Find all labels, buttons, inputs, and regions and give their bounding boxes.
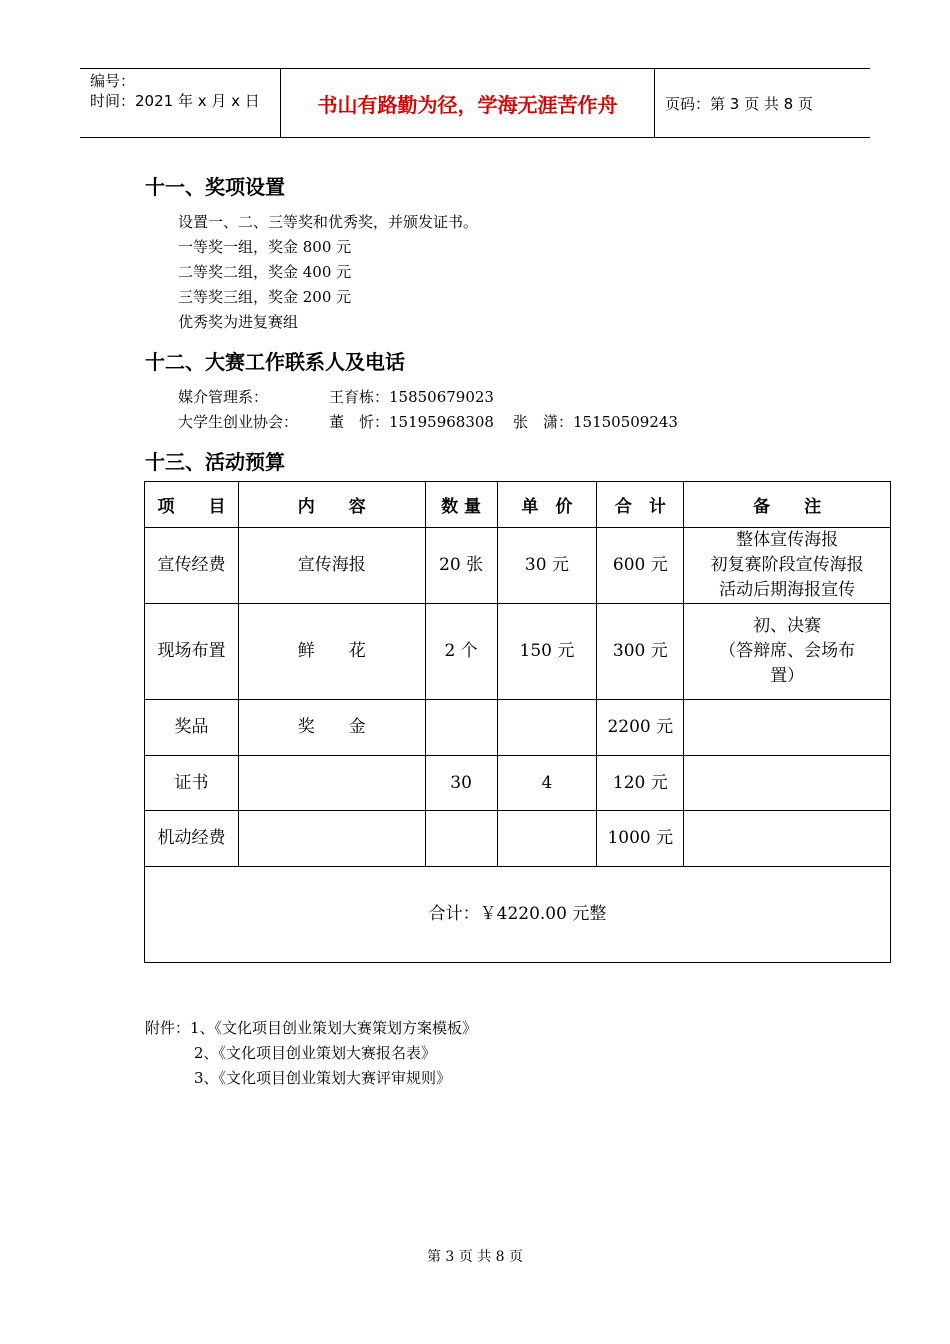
cell-note — [684, 604, 891, 700]
cell-price: 150 元 — [497, 604, 597, 700]
table-header-row — [145, 482, 891, 528]
table-row — [145, 700, 891, 756]
column-header: 数 量 — [425, 482, 497, 528]
note-line: 初复赛阶段宣传海报 — [710, 555, 864, 575]
column-header: 备 注 — [684, 482, 891, 528]
cell-total: 300 元 — [597, 604, 684, 700]
contact-org: 大学生创业协会： — [178, 413, 299, 431]
contact-person: 董 忻：15195968308 — [329, 413, 494, 431]
contact-org: 媒介管理系： — [178, 388, 269, 406]
table-row — [145, 756, 891, 811]
cell-total: 120 元 — [597, 756, 684, 811]
cell-content: 鲜 花 — [238, 604, 425, 700]
attachment-line: 附件：1、《文化项目创业策划大赛策划方案模板》 — [145, 1019, 478, 1037]
page-footer: 第 3 页 共 8 页 — [426, 1249, 524, 1265]
cell-price: 30 元 — [497, 528, 597, 604]
section-title-contacts: 十二、大赛工作联系人及电话 — [145, 350, 405, 374]
award-line: 二等奖二组，奖金 400 元 — [178, 263, 352, 281]
header-meta — [80, 69, 281, 137]
cell-qty: 30 — [425, 756, 497, 811]
cell-price — [497, 700, 597, 756]
cell-qty — [425, 811, 497, 867]
note-line: 活动后期海报宣传 — [719, 580, 856, 600]
award-line: 优秀奖为进复赛组 — [178, 313, 299, 331]
note-line: 整体宣传海报 — [736, 530, 839, 550]
section-title-budget: 十三、活动预算 — [145, 450, 285, 474]
cell-qty — [425, 700, 497, 756]
cell-note — [684, 756, 891, 811]
header-date: 时间：2021 年 x 月 x 日 — [90, 92, 260, 110]
cell-note — [684, 700, 891, 756]
column-header: 项 目 — [145, 482, 239, 528]
cell-content: 宣传海报 — [238, 528, 425, 604]
column-header: 合 计 — [597, 482, 684, 528]
note-line: 置） — [770, 666, 805, 686]
cell-content: 奖 金 — [238, 700, 425, 756]
award-line: 设置一、二、三等奖和优秀奖，并颁发证书。 — [178, 213, 479, 231]
header-motto: 书山有路勤为径，学海无涯苦作舟 — [281, 69, 655, 137]
table-row — [145, 811, 891, 867]
cell-item: 宣传经费 — [145, 528, 239, 604]
cell-total: 2200 元 — [597, 700, 684, 756]
header-number: 编号： — [90, 72, 136, 90]
table-total-row — [145, 867, 891, 963]
cell-content — [238, 756, 425, 811]
cell-item: 奖品 — [145, 700, 239, 756]
award-line: 三等奖三组，奖金 200 元 — [178, 288, 352, 306]
cell-item: 现场布置 — [145, 604, 239, 700]
budget-total: 合计：￥4220.00 元整 — [145, 867, 891, 963]
contact-person: 张 潇：15150509243 — [513, 413, 678, 431]
cell-content — [238, 811, 425, 867]
column-header: 内 容 — [238, 482, 425, 528]
table-row — [145, 528, 891, 604]
cell-item: 证书 — [145, 756, 239, 811]
cell-qty: 20 张 — [425, 528, 497, 604]
cell-price — [497, 811, 597, 867]
cell-note — [684, 811, 891, 867]
budget-table — [144, 481, 891, 963]
section-title-awards: 十一、奖项设置 — [145, 175, 285, 199]
note-line: 初、决赛 — [753, 616, 822, 636]
attachment-line: 2、《文化项目创业策划大赛报名表》 — [194, 1044, 437, 1062]
cell-total: 1000 元 — [597, 811, 684, 867]
note-line: （答辩席、会场布 — [719, 641, 856, 661]
cell-price: 4 — [497, 756, 597, 811]
contact-person: 王育栋：15850679023 — [329, 388, 494, 406]
cell-item: 机动经费 — [145, 811, 239, 867]
award-line: 一等奖一组，奖金 800 元 — [178, 238, 352, 256]
attachment-line: 3、《文化项目创业策划大赛评审规则》 — [194, 1069, 452, 1087]
page-header — [80, 68, 870, 138]
cell-total: 600 元 — [597, 528, 684, 604]
column-header: 单 价 — [497, 482, 597, 528]
header-page: 页码：第 3 页 共 8 页 — [665, 94, 813, 113]
cell-qty: 2 个 — [425, 604, 497, 700]
cell-note — [684, 528, 891, 604]
table-row — [145, 604, 891, 700]
